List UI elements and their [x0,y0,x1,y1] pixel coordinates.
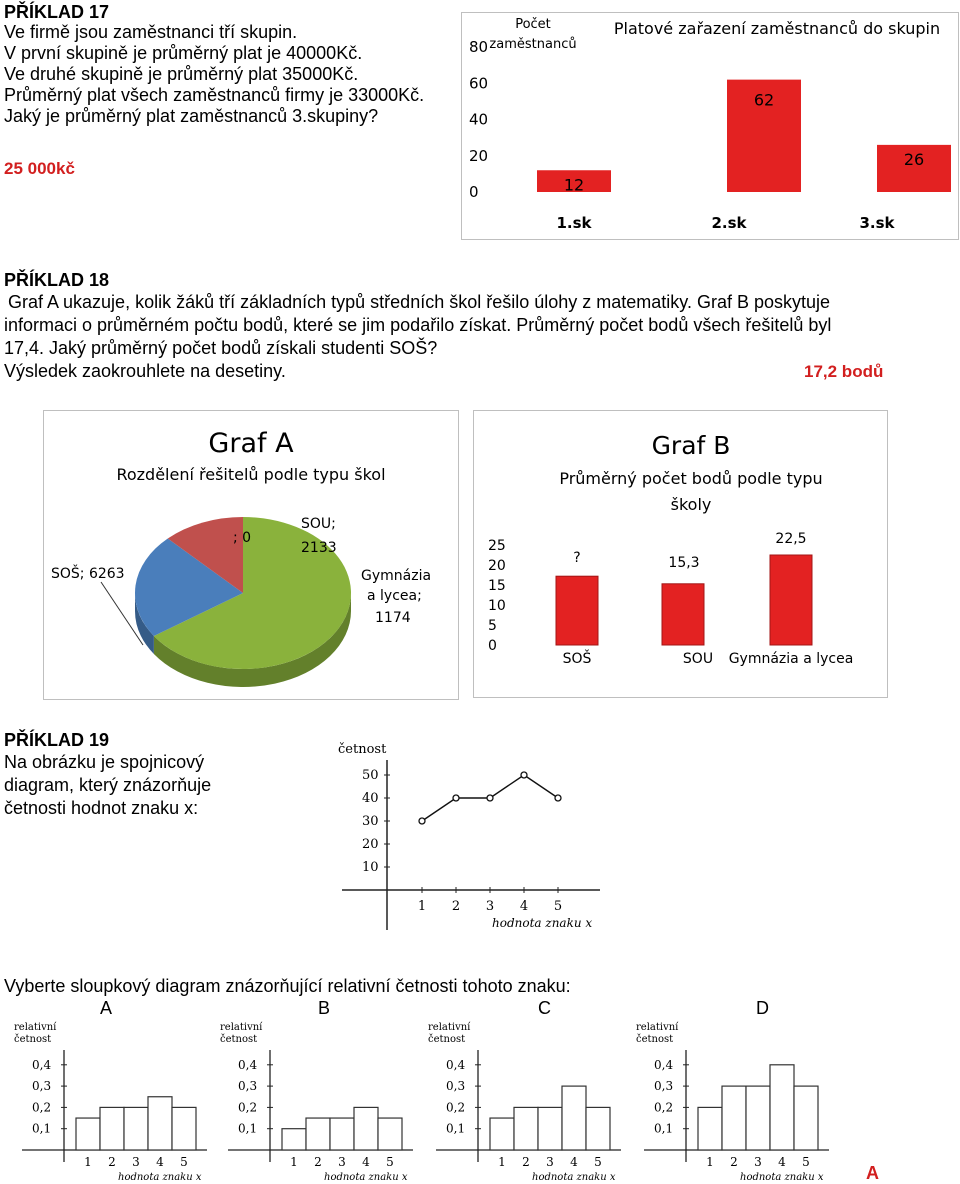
line-xtick: 3 [485,899,495,914]
ex18-heading: PŘÍKLAD 18 [4,270,110,290]
c17-ytick: 80 [469,38,489,56]
cb-data-label: ? [573,550,581,566]
line-xtick: 1 [417,899,427,914]
line-point [555,795,561,801]
c17-ytick: 40 [469,110,489,129]
opt-ytick: 0,3 [446,1079,466,1094]
opt-ylabel: relativní [428,1022,471,1033]
cb-ytick: 20 [488,558,506,574]
pie-label-gym-b: a lycea; [367,588,422,604]
opt-ytick: 0,4 [32,1057,52,1072]
graf-b-bar-chart [473,410,888,698]
opt-xtick: 2 [108,1155,116,1169]
cb-ytick: 0 [488,638,497,654]
line-ytick: 20 [362,837,379,852]
opt-xtick: 1 [706,1155,714,1169]
option-bar-charts [0,1018,960,1184]
opt-bar [490,1118,514,1150]
ex17-bar-chart [461,12,959,240]
cb-ytick: 25 [488,538,506,554]
opt-bar [746,1086,770,1150]
opt-xlabel: hodnota znaku x [532,1172,616,1183]
opt-xtick: 5 [594,1155,602,1169]
opt-xtick: 2 [522,1155,530,1169]
c17-data-label: 12 [563,175,585,195]
opt-xtick: 2 [730,1155,738,1169]
opt-xtick: 1 [498,1155,506,1169]
ex18-line-3: 17,4. Jaký průměrný počet bodů získali studenti SOŠ? [4,338,438,358]
opt-xtick: 1 [84,1155,92,1169]
graf-a-pie-chart [43,410,459,700]
ex19-question: Vyberte sloupkový diagram znázorňující relativní četnosti tohoto znaku: [4,976,571,996]
line-point [521,772,527,778]
ex17-answer: 25 000kč [4,159,75,178]
graf-a-subtitle: Rozdělení řešitelů podle typu škol [116,465,386,484]
opt-xtick: 3 [546,1155,554,1169]
pie-label-gym-c: 1174 [375,610,411,626]
opt-bar [378,1118,402,1150]
cb-data-label: 15,3 [668,555,700,571]
ex19-line-3: četnosti hodnot znaku x: [4,798,199,818]
opt-xtick: 5 [386,1155,394,1169]
c17-xtick: 3.sk [859,214,895,232]
opt-ylabel: relativní [220,1022,263,1033]
opt-bar [722,1086,746,1150]
opt-ylabel: četnost [428,1034,466,1045]
cb-bar [662,584,704,645]
option-chart-d [636,1022,829,1183]
line-ylabel: četnost [338,742,387,757]
line-point [487,795,493,801]
pie-label-gym-a: Gymnázia [361,568,432,584]
c17-ytick: 60 [469,74,489,93]
cb-ytick: 15 [488,578,506,594]
ex17-title: Platové zařazení zaměstnanců do skupin [613,19,941,38]
cb-ytick: 5 [488,618,497,634]
ex17-ylabel-1: Počet [515,17,551,32]
ex19-heading: PŘÍKLAD 19 [4,730,110,750]
opt-ylabel: četnost [220,1034,258,1045]
ex19-answer: A [866,1163,879,1183]
c17-ytick: 20 [469,146,489,165]
opt-ytick: 0,1 [446,1121,466,1136]
opt-ytick: 0,3 [238,1079,258,1094]
opt-ytick: 0,2 [654,1100,674,1115]
opt-ytick: 0,2 [238,1100,258,1115]
opt-bar [562,1086,586,1150]
opt-xtick: 5 [180,1155,188,1169]
pie-label-sos: SOŠ; 6263 [51,566,125,582]
opt-bar [354,1107,378,1150]
line-ytick: 40 [362,791,379,806]
ex17-line-3: Ve druhé skupině je průměrný plat 35000Kč. [4,64,359,84]
opt-xtick: 3 [754,1155,762,1169]
option-chart-a [14,1022,207,1183]
opt-ytick: 0,4 [654,1057,674,1072]
cb-xtick: Gymnázia a lycea [728,651,854,667]
opt-bar [770,1065,794,1150]
opt-ytick: 0,3 [654,1079,674,1094]
opt-ylabel: četnost [636,1034,674,1045]
pie-label-empty: ; 0 [233,530,252,546]
opt-bar [172,1107,196,1150]
opt-ylabel: relativní [636,1022,679,1033]
opt-ytick: 0,2 [32,1100,52,1115]
option-chart-c [428,1022,621,1183]
opt-xtick: 3 [132,1155,140,1169]
graf-a-title: Graf A [208,428,294,459]
opt-xtick: 1 [290,1155,298,1169]
cb-bar [770,555,812,645]
opt-xlabel: hodnota znaku x [118,1172,202,1183]
option-letter-c: C [538,998,551,1018]
opt-xtick: 4 [778,1155,786,1169]
opt-xtick: 4 [156,1155,164,1169]
opt-ytick: 0,1 [238,1121,258,1136]
cb-bar [556,576,598,645]
cb-data-label: 22,5 [775,531,807,547]
ex17-heading: PŘÍKLAD 17 [4,2,110,22]
opt-bar [514,1107,538,1150]
ex18-answer: 17,2 bodů [804,362,884,381]
opt-ytick: 0,4 [446,1057,466,1072]
opt-bar [330,1118,354,1150]
line-point [453,795,459,801]
option-letter-a: A [100,998,113,1018]
ex17-line-2: V první skupině je průměrný plat je 40000Kč. [4,43,363,63]
opt-xtick: 3 [338,1155,346,1169]
c17-ytick: 0 [469,183,479,201]
line-ytick: 10 [362,860,379,875]
opt-bar [586,1107,610,1150]
line-ytick: 50 [362,768,379,783]
cb-xtick: SOŠ [562,651,592,667]
opt-bar [306,1118,330,1150]
ex17-line-5: Jaký je průměrný plat zaměstnanců 3.skupiny? [4,106,379,126]
opt-ylabel: četnost [14,1034,52,1045]
opt-bar [148,1097,172,1150]
opt-ytick: 0,4 [238,1057,258,1072]
graf-b-title: Graf B [651,431,731,460]
line-xtick: 5 [553,899,563,914]
ex18-line-2: informaci o průměrném počtu bodů, které se jim podařilo získat. Průměrný počet bodů všech řešitelů byl [4,315,832,335]
ex17-ylabel-2: zaměstnanců [489,37,577,52]
opt-bar [76,1118,100,1150]
opt-ytick: 0,3 [32,1079,52,1094]
c17-xtick: 2.sk [711,214,747,232]
pie-label-sou-b: 2133 [301,540,337,556]
ex18-line-1: Graf A ukazuje, kolik žáků tří základních typů středních škol řešilo úlohy z matematiky. Graf B poskytuje [8,292,831,312]
opt-xtick: 5 [802,1155,810,1169]
line-xtick: 4 [519,899,529,914]
ex19-line-chart [330,735,610,935]
opt-ytick: 0,2 [446,1100,466,1115]
opt-xtick: 2 [314,1155,322,1169]
ex18-line-4: Výsledek zaokrouhlete na desetiny. [4,361,286,381]
opt-bar [124,1107,148,1150]
option-letter-d: D [756,998,769,1018]
ex19-line-2: diagram, který znázorňuje [4,775,212,795]
c17-xtick: 1.sk [556,214,592,232]
ex17-line-1: Ve firmě jsou zaměstnanci tří skupin. [4,22,298,42]
line-ytick: 30 [362,814,379,829]
opt-ylabel: relativní [14,1022,57,1033]
graf-b-subtitle-1: Průměrný počet bodů podle typu [559,469,823,488]
ex19-line-1: Na obrázku je spojnicový [4,752,205,772]
opt-bar [794,1086,818,1150]
opt-bar [698,1107,722,1150]
opt-bar [282,1129,306,1150]
opt-xtick: 4 [362,1155,370,1169]
opt-xlabel: hodnota znaku x [324,1172,408,1183]
ex17-line-4: Průměrný plat všech zaměstnanců firmy je 33000Kč. [4,85,425,105]
opt-ytick: 0,1 [654,1121,674,1136]
cb-xtick: SOU [682,651,714,667]
c17-data-label: 26 [903,149,925,169]
line-xtick: 2 [451,899,461,914]
opt-bar [538,1107,562,1150]
opt-xlabel: hodnota znaku x [740,1172,824,1183]
opt-bar [100,1107,124,1150]
c17-data-label: 62 [753,90,775,110]
opt-ytick: 0,1 [32,1121,52,1136]
line-point [419,818,425,824]
option-letter-b: B [318,998,331,1018]
opt-xtick: 4 [570,1155,578,1169]
cb-ytick: 10 [488,598,506,614]
line-xlabel: hodnota znaku x [492,916,593,930]
option-chart-b [220,1022,413,1183]
graf-b-subtitle-2: školy [670,495,712,514]
pie-label-sou-a: SOU; [301,516,336,532]
